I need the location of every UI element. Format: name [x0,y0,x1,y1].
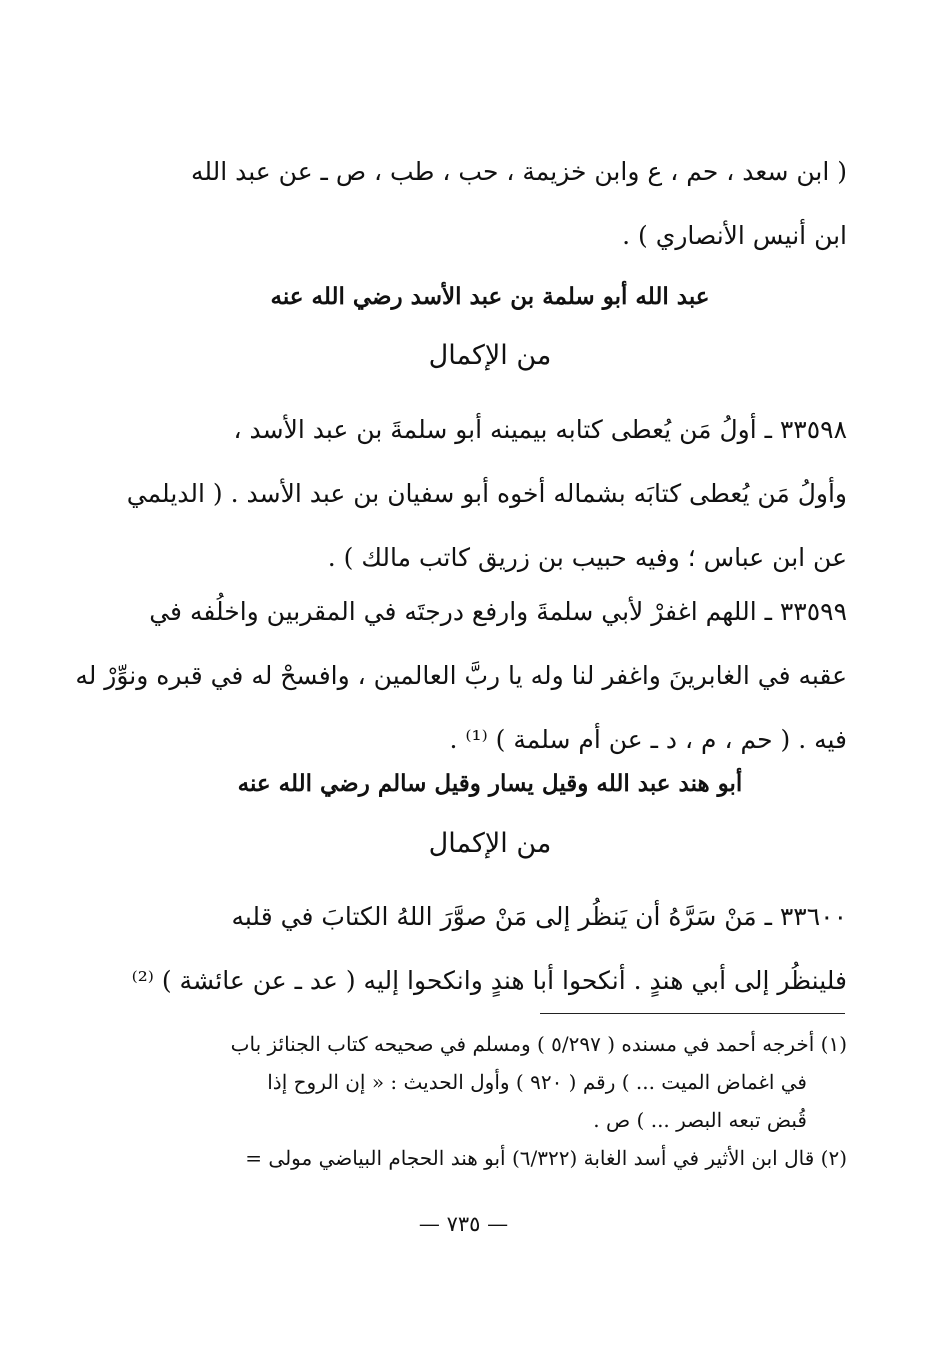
text-line: فيه . ( حم ، م ، د ـ عن أم سلمة ) ⁽¹⁾ . [449,725,847,754]
footnote-line: (٢) قال ابن الأثير في أسد الغابة (٦/٣٢٢) أبو هند الحجام البياضي مولى = [245,1146,847,1170]
text-line: عن ابن عباس ؛ وفيه حبيب بن زريق كاتب مالك ) . [327,543,847,572]
section-subheading: من الإكمال [428,828,552,859]
section-heading: أبو هند عبد الله وقيل يسار وقيل سالم رضي الله عنه [237,770,743,797]
text-line: ٣٣٥٩٩ ـ اللهم اغفرْ لأبي سلمةَ وارفع درجتَه في المقربين واخلُفه في [149,597,847,626]
footnote-line: في اغماض الميت ... ) رقم ( ٩٢٠ ) وأول الحديث : « إن الروح إذا [267,1070,807,1094]
section-subheading: من الإكمال [428,340,552,371]
hadith-paragraph [131,885,847,1013]
intro-citation [135,140,847,268]
hadith-paragraph [126,398,847,590]
text-line: وأولُ مَن يُعطى كتابَه بشماله أخوه أبو سفيان بن عبد الأسد . ( الديلمي [126,479,847,508]
text-line: ( ابن سعد ، حم ، ع وابن خزيمة ، حب ، طب ، ص ـ عن عبد الله [190,157,847,186]
footnote-line: قُبض تبعه البصر ... ) ص . [593,1108,807,1132]
text-line: ابن أنيس الأنصاري ) . [622,221,847,250]
text-line: ٣٣٥٩٨ ـ أولُ مَن يُعطى كتابه بيمينه أبو سلمةَ بن عبد الأسد ، [233,415,847,444]
footnotes [135,1025,847,1177]
page-number: — ٧٣٥ — [418,1212,509,1236]
section-heading: عبد الله أبو سلمة بن عبد الأسد رضي الله عنه [270,283,710,310]
text-line: فلينظُر إلى أبي هندٍ . أنكحوا أبا هندٍ وانكحوا إليه ( عد ـ عن عائشة ) ⁽²⁾ [131,966,847,995]
text-line: ٣٣٦٠٠ ـ مَنْ سَرَّهُ أن يَنظُر إلى مَنْ صوَّرَ اللهُ الكتابَ في قلبه [231,902,847,931]
text-line: عقبه في الغابرينَ واغفر لنا وله يا ربَّ العالمين ، وافسحْ له في قبره ونوِّرْ له [75,661,847,690]
hadith-paragraph [75,580,847,772]
footnote-divider [540,1013,845,1014]
footnote-line: (١) أخرجه أحمد في مسنده ( ٥/٢٩٧ ) ومسلم في صحيحه كتاب الجنائز باب [230,1032,847,1056]
